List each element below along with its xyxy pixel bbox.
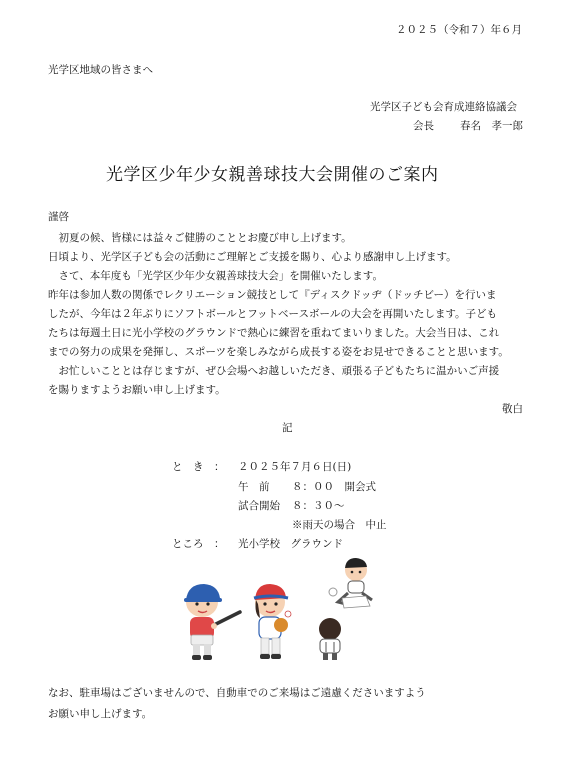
rain-note: ※雨天の場合 中止	[292, 519, 387, 531]
body-line: お忙しいこととは存じますが、ぜひ会場へお越しいただき、頑張る子どもたちに温かいご声援	[48, 365, 500, 377]
page-title: 光学区少年少女親善球技大会開催のご案内	[106, 165, 439, 185]
greeting-open: 謹啓	[48, 211, 69, 223]
kid-back-view-icon	[314, 616, 346, 662]
sender-title: 会長	[413, 120, 434, 132]
ki-heading: 記	[282, 422, 293, 434]
body-line: までの努力の成果を発揮し、スポーツを楽しみながら成長する姿をお見せできることと思います。	[48, 346, 509, 358]
am-value: ８：００ 開会式	[292, 481, 376, 493]
body-line: 初夏の候、皆様には益々ご健勝のこととお慶び申し上げます。	[48, 232, 352, 244]
body-line: たちは毎週土日に光小学校のグラウンドで熱心に練習を重ねてまいりました。大会当日は、これ	[48, 327, 500, 339]
catcher-girl-icon	[248, 580, 298, 662]
when-label: と き ：	[172, 461, 225, 473]
when-value: ２０２５年７月６日(日)	[238, 461, 352, 473]
sender-name: 春名 孝一郎	[460, 120, 523, 132]
sliding-player-icon	[326, 556, 382, 612]
sender-org: 光学区子ども会育成連絡協議会	[370, 101, 517, 113]
where-value: 光小学校 グラウンド	[238, 538, 343, 550]
match-label: 試合開始	[238, 500, 280, 512]
body-line: を賜りますようお願い申し上げます。	[48, 384, 226, 396]
batter-boy-icon	[178, 580, 242, 662]
issue-date: ２０２５（令和７）年６月	[396, 24, 522, 36]
footer-line: なお、駐車場はございませんので、自動車でのご来場はご遠慮くださいますよう	[48, 687, 426, 699]
footer-line: お願い申し上げます。	[48, 708, 153, 720]
addressee: 光学区地域の皆さまへ	[48, 64, 153, 76]
where-label: ところ ：	[172, 538, 225, 550]
body-line: さて、本年度も「光学区少年少女親善球技大会」を開催いたします。	[48, 270, 383, 282]
body-line: 日頃より、光学区子ども会の活動にご理解とご支援を賜り、心より感謝申し上げます。	[48, 251, 457, 263]
am-label: 午 前	[238, 481, 270, 493]
body-line: したが、今年は２年ぶりにソフトボールとフットベースボールの大会を再開いたします。子ども	[48, 308, 497, 320]
greeting-close: 敬白	[502, 403, 523, 415]
match-value: ８：３０～	[292, 500, 345, 512]
body-line: 昨年は参加人数の関係でレクリエーション競技として『ディスクドッヂ（ドッチビー）を行いま	[48, 289, 497, 301]
